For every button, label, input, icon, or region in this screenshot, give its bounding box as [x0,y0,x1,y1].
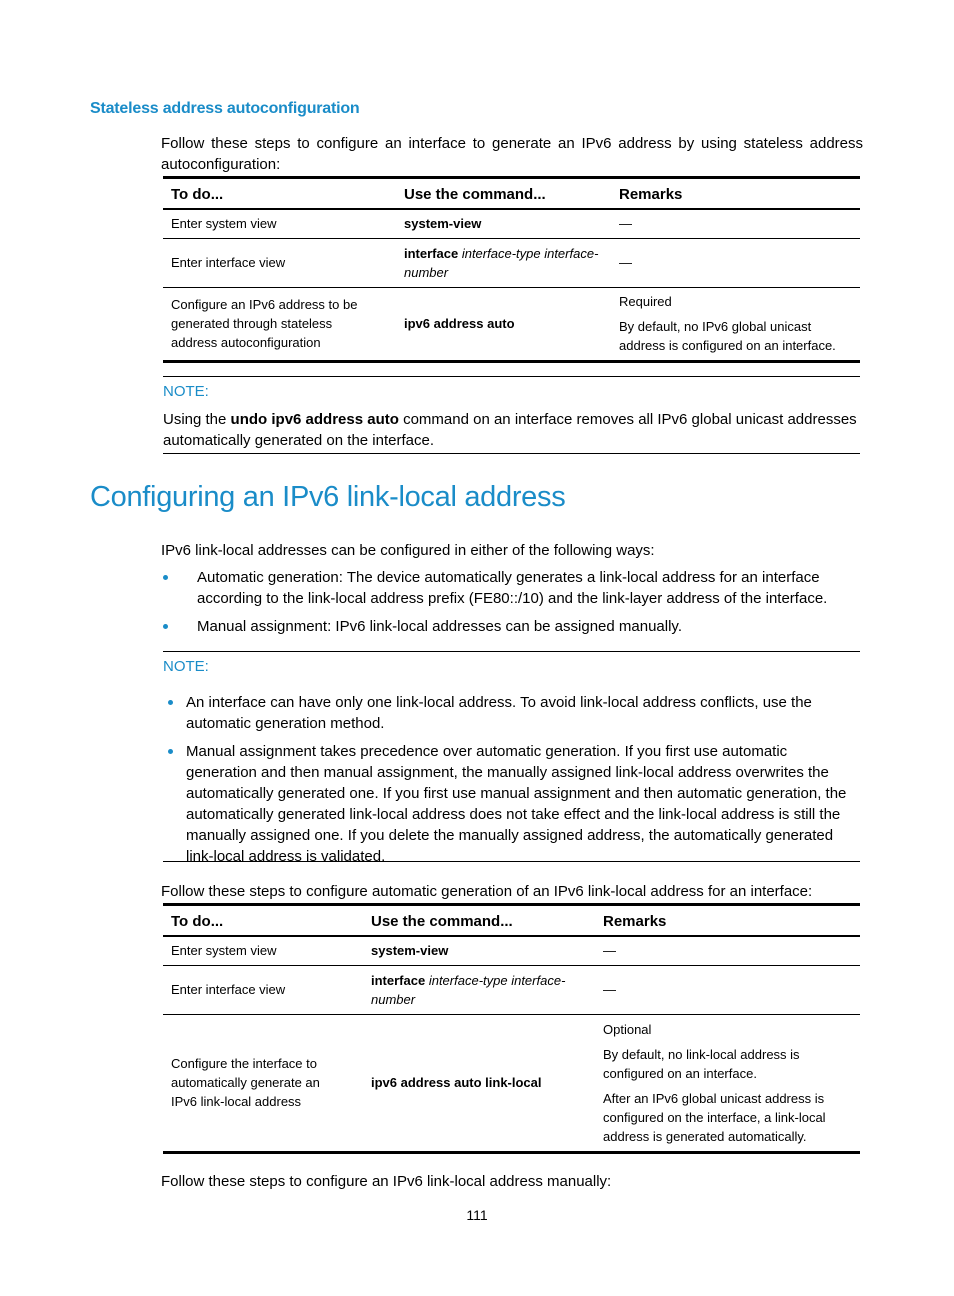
note-box-2 [163,651,860,865]
todo-cell: Enter interface view [163,965,363,1014]
table-row [163,287,860,361]
column-header-remarks: Remarks [611,178,860,210]
note-label: NOTE: [163,658,209,675]
todo-cell: Configure the interface to automatically generate an IPv6 link-local address [163,1014,363,1152]
intro-paragraph-1: Follow these steps to configure an interface to generate an IPv6 address by using stateless address autoconfiguration: [161,135,863,173]
list-item [163,741,860,867]
todo-cell: Enter system view [163,209,396,238]
command-keyword: system-view [371,943,449,959]
bullet-icon [168,749,173,754]
command-cell [363,936,595,965]
page-number: 111 [466,1207,488,1223]
list-item-text: Manual assignment takes precedence over automatic generation. If you first use automatic generation and then manual assignment, the manually assigned link-local address overwrites the automatically generated one. If you first use manual assignment and then automatic generation, the automatically generated link-local address does not take effect and the link-local address is still the manually assigned one. If you delete the manually assigned address, the automatically generated link-local address is validated. [186,743,847,865]
list-item [161,616,863,637]
note-command: undo ipv6 address auto [230,411,399,428]
todo-cell: Enter interface view [163,238,396,287]
command-argument: interface-type interface-number [371,972,566,1007]
bullet-icon [168,700,173,705]
remark-text: Optional [603,1021,652,1037]
remarks-cell [595,936,860,965]
list-item-text: Manual assignment: IPv6 link-local addresses can be assigned manually. [197,618,682,635]
intro-paragraph-3: Follow these steps to configure automatic generation of an IPv6 link-local address for an interface: [161,883,813,900]
command-keyword: interface [404,245,459,261]
bullet-icon [163,624,168,629]
remark-text: — [603,943,616,959]
remark-text: By default, no IPv6 global unicast address is configured on an interface. [619,319,836,353]
note-text-post: command on an interface removes all IPv6 global unicast addresses automatically generated on the interface. [163,411,857,449]
remarks-cell [595,1014,860,1152]
column-header-command: Use the command... [396,178,611,210]
remark-text: — [619,216,632,232]
note-text-pre: Using the [163,411,231,428]
note-list [163,692,860,867]
list-item-text: Automatic generation: The device automatically generates a link-local address for an interface according to the link-local address prefix (FE80::/10) and the link-layer address of the interface. [197,569,828,607]
column-header-todo: To do... [163,178,396,210]
list-item-text: An interface can have only one link-local address. To avoid link-local address conflicts, use the automatic generation method. [186,694,812,732]
column-header-remarks: Remarks [595,905,860,937]
remarks-cell [595,965,860,1014]
remark-text: By default, no link-local address is configured on an interface. [603,1046,800,1081]
table-header-row [163,178,860,210]
command-table-2 [163,903,860,1154]
command-cell [396,238,611,287]
remark-text: — [619,255,632,270]
section-heading: Stateless address autoconfiguration [90,100,360,117]
command-keyword: system-view [404,216,482,232]
remark-text: Required [619,294,672,309]
command-keyword: ipv6 address auto link-local [371,1075,542,1090]
command-table-1 [163,176,860,363]
command-keyword: ipv6 address auto [404,316,515,331]
command-cell [396,287,611,361]
table-header-row [163,905,860,937]
column-header-command: Use the command... [363,905,595,937]
remark-text: After an IPv6 global unicast address is configured on the interface, a link-local address is generated automatically. [603,1090,826,1144]
bullet-icon [163,575,168,580]
note-text [163,409,860,451]
command-argument: interface-type interface-number [404,245,599,280]
todo-cell: Enter system view [163,936,363,965]
list-item [163,692,860,734]
command-keyword: interface [371,972,426,988]
table-row [163,965,860,1014]
table-row [163,209,860,238]
command-cell [363,1014,595,1152]
table-row [163,1014,860,1152]
ways-list [161,567,863,637]
remarks-cell [611,287,860,361]
note-box-1 [163,376,860,454]
remarks-cell [611,238,860,287]
command-cell [363,965,595,1014]
list-item [161,567,863,609]
note-label: NOTE: [163,383,209,400]
chapter-heading: Configuring an IPv6 link-local address [90,481,566,513]
command-cell [396,209,611,238]
table-row [163,238,860,287]
table-row [163,936,860,965]
remark-text: — [603,982,616,997]
column-header-todo: To do... [163,905,363,937]
intro-paragraph-4: Follow these steps to configure an IPv6 link-local address manually: [161,1173,612,1190]
todo-cell: Configure an IPv6 address to be generated through stateless address autoconfiguration [163,287,396,361]
remarks-cell [611,209,860,238]
intro-paragraph-2: IPv6 link-local addresses can be configured in either of the following ways: [161,542,655,559]
